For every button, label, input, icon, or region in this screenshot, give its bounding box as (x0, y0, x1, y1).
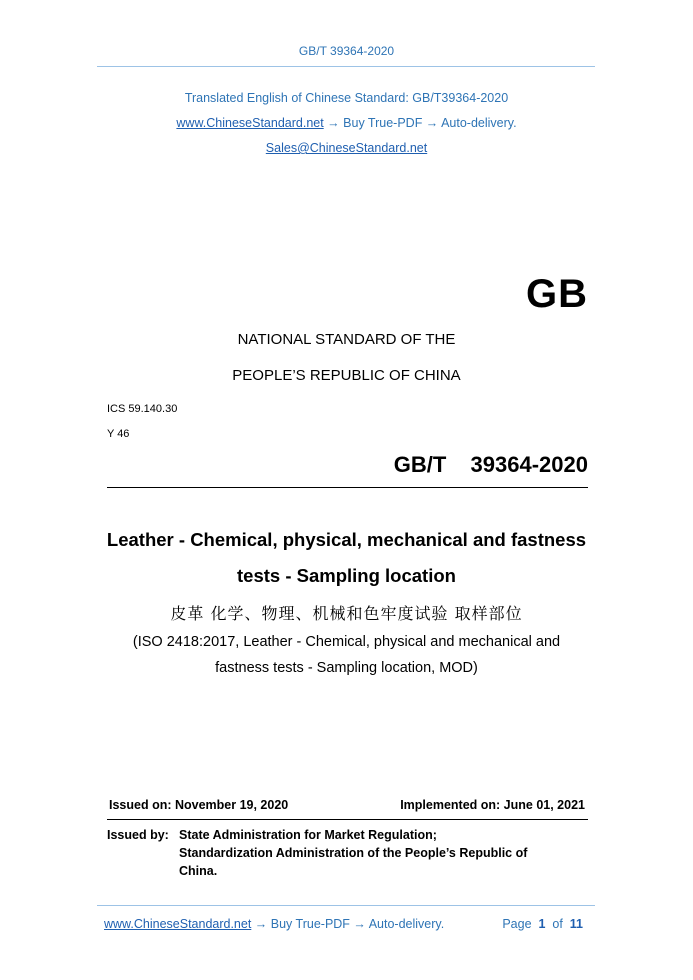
footer-divider (97, 905, 595, 906)
issuer-1: State Administration for Market Regulation; (179, 828, 437, 842)
issuer-3: China. (179, 864, 218, 878)
page-total: 11 (569, 917, 583, 931)
page-number: 1 (538, 917, 546, 931)
sales-email-link[interactable]: Sales@ChineseStandard.net (265, 141, 428, 155)
title-line2: tests - Sampling location (237, 565, 456, 586)
promo-line (0, 116, 693, 130)
gb-mark: GB (526, 272, 588, 316)
issued-by-label: Issued by: (107, 828, 169, 842)
ccs-code: Y 46 (107, 428, 130, 440)
standard-code: GB/T 39364-2020 (393, 452, 588, 477)
title-line1: Leather - Chemical, physical, mechanical and fastness (106, 529, 587, 550)
issued-on: Issued on: November 19, 2020 (109, 798, 289, 812)
code-divider (107, 487, 588, 488)
footer-tagline: → Buy True-PDF → Auto-delivery. (251, 917, 445, 931)
site-link[interactable]: www.ChineseStandard.net (176, 116, 324, 130)
national-standard-line1: NATIONAL STANDARD OF THE (237, 331, 456, 348)
of-label: of (552, 917, 563, 931)
national-standard-line2: PEOPLE’S REPUBLIC OF CHINA (232, 367, 461, 384)
implemented-on: Implemented on: June 01, 2021 (400, 798, 585, 812)
issued-by-block (107, 826, 527, 880)
running-header: GB/T 39364-2020 (298, 44, 395, 58)
page-label: Page (502, 917, 532, 931)
header-divider (97, 66, 595, 67)
title-chinese: 皮革 化学、物理、机械和色牢度试验 取样部位 (170, 604, 523, 623)
footer-site-link[interactable]: www.ChineseStandard.net (104, 917, 252, 931)
dates-divider (107, 819, 588, 820)
footer-promo (104, 917, 444, 931)
translation-notice: Translated English of Chinese Standard: GB/T39364-2020 (184, 91, 509, 105)
email-line (0, 141, 693, 155)
iso-reference-line2: fastness tests - Sampling location, MOD) (215, 660, 478, 676)
issuer-2: Standardization Administration of the People’s Republic of (179, 846, 528, 860)
promo-tagline: → Buy True-PDF → Auto-delivery. (323, 116, 517, 130)
page-indicator (502, 917, 583, 931)
iso-reference-line1: (ISO 2418:2017, Leather - Chemical, physical and mechanical and (132, 634, 561, 650)
ics-code: ICS 59.140.30 (107, 403, 178, 415)
